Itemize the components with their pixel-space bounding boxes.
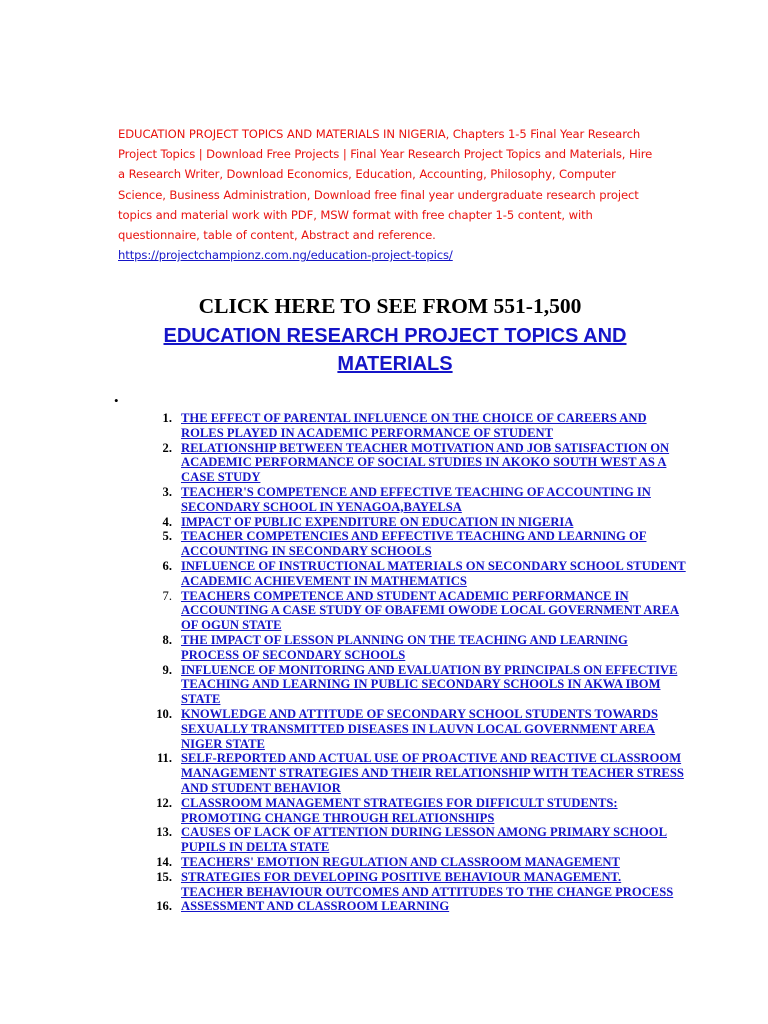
list-item — [0, 870, 686, 900]
topic-link[interactable]: THE IMPACT OF LESSON PLANNING ON THE TEACHING AND LEARNING PROCESS OF SECONDARY SCHOOLS — [181, 632, 628, 662]
click-here-heading[interactable]: CLICK HERE TO SEE FROM 551-1,500 — [198, 294, 582, 318]
list-item-number: 7. — [162, 588, 172, 603]
list-item — [0, 559, 686, 589]
list-item — [0, 796, 686, 826]
intro-link[interactable]: https://projectchampionz.com.ng/education-project-topics/ — [118, 248, 453, 263]
list-item-number: 9. — [162, 662, 172, 677]
topic-link[interactable]: TEACHER COMPETENCIES AND EFFECTIVE TEACHING AND LEARNING OF ACCOUNTING IN SECONDARY SCHOOLS — [181, 529, 647, 559]
list-item-number: 15. — [156, 869, 172, 884]
list-item — [0, 751, 686, 795]
topic-link[interactable]: TEACHERS COMPETENCE AND STUDENT ACADEMIC PERFORMANCE IN ACCOUNTING A CASE STUDY OF OBAFEMI OWODE LOCAL GOVERNMENT AREA OF OGUN STATE — [181, 588, 680, 633]
list-item — [0, 441, 686, 485]
topic-link[interactable]: SELF-REPORTED AND ACTUAL USE OF PROACTIVE AND REACTIVE CLASSROOM MANAGEMENT STRATEGIES AND THEIR RELATIONSHIP WITH TEACHER STRESS AND STUDENT BEHAVIOR — [181, 751, 684, 795]
list-item-number: 3. — [162, 484, 172, 499]
list-item-number: 11. — [156, 751, 172, 766]
intro-text: EDUCATION PROJECT TOPICS AND MATERIALS IN NIGERIA, Chapters 1-5 Final Year Research Project Topics | Download Free Projects | Final Year Research Project Topics and Materials, Hire a Research Writer, Download Economics, Education, Accounting, Philosophy, Computer Science, Business Administration, Download free final year undergraduate research project topics and material work with PDF, MSW format with free chapter 1-5 content, with questionnaire, table of content, Abstract and reference. — [118, 127, 653, 243]
list-item — [0, 663, 686, 707]
list-item-number: 14. — [156, 854, 172, 869]
list-item-number: 6. — [162, 558, 172, 573]
list-item-number: 12. — [156, 795, 172, 810]
list-item-number: 4. — [162, 514, 172, 529]
topic-link[interactable]: ASSESSMENT AND CLASSROOM LEARNING — [181, 899, 450, 914]
topic-link[interactable]: INFLUENCE OF MONITORING AND EVALUATION BY PRINCIPALS ON EFFECTIVE TEACHING AND LEARNING IN PUBLIC SECONDARY SCHOOLS IN AKWA IBOM STATE — [181, 662, 678, 707]
topic-link[interactable]: STRATEGIES FOR DEVELOPING POSITIVE BEHAVIOUR MANAGEMENT. TEACHER BEHAVIOUR OUTCOMES AND ATTITUDES TO THE CHANGE PROCESS — [181, 869, 674, 899]
list-item-number: 16. — [156, 899, 172, 914]
list-item — [0, 855, 686, 870]
topic-link[interactable]: IMPACT OF PUBLIC EXPENDITURE ON EDUCATION IN NIGERIA — [181, 514, 574, 529]
topic-link[interactable]: KNOWLEDGE AND ATTITUDE OF SECONDARY SCHOOL STUDENTS TOWARDS SEXUALLY TRANSMITTED DISEASES IN LAUVN LOCAL GOVERNMENT AREA NIGER STATE — [181, 706, 658, 751]
list-item — [0, 707, 686, 751]
topics-list — [0, 411, 686, 914]
list-item — [0, 899, 686, 914]
topic-link[interactable]: TEACHERS' EMOTION REGULATION AND CLASSROOM MANAGEMENT — [181, 854, 620, 869]
list-item — [0, 633, 686, 663]
topic-link[interactable]: THE EFFECT OF PARENTAL INFLUENCE ON THE CHOICE OF CAREERS AND ROLES PLAYED IN ACADEMIC PERFORMANCE OF STUDENT — [181, 411, 647, 440]
intro-paragraph — [118, 124, 658, 265]
list-bullet: • — [114, 393, 119, 408]
topic-link[interactable]: INFLUENCE OF INSTRUCTIONAL MATERIALS ON SECONDARY SCHOOL STUDENT ACADEMIC ACHIEVEMENT IN MATHEMATICS — [181, 558, 686, 588]
list-item-number: 2. — [162, 440, 172, 455]
list-item-number: 10. — [156, 706, 172, 721]
list-item — [0, 411, 686, 441]
list-item — [0, 825, 686, 855]
list-item — [0, 589, 686, 633]
topic-link[interactable]: TEACHER'S COMPETENCE AND EFFECTIVE TEACHING OF ACCOUNTING IN SECONDARY SCHOOL IN YENAGOA,BAYELSA — [181, 484, 651, 514]
topic-link[interactable]: CAUSES OF LACK OF ATTENTION DURING LESSON AMONG PRIMARY SCHOOL PUPILS IN DELTA STATE — [181, 825, 667, 855]
list-item-number: 1. — [162, 411, 172, 425]
list-item-number: 5. — [162, 529, 172, 544]
list-item — [0, 529, 686, 559]
topic-link[interactable]: CLASSROOM MANAGEMENT STRATEGIES FOR DIFFICULT STUDENTS: PROMOTING CHANGE THROUGH RELATIONSHIPS — [181, 795, 618, 825]
list-item — [0, 515, 686, 530]
list-item — [0, 485, 686, 515]
page-title[interactable]: EDUCATION RESEARCH PROJECT TOPICS AND MATERIALS — [163, 325, 627, 375]
topic-link[interactable]: RELATIONSHIP BETWEEN TEACHER MOTIVATION AND JOB SATISFACTION ON ACADEMIC PERFORMANCE OF SOCIAL STUDIES IN AKOKO SOUTH WEST AS A CASE STUDY — [181, 440, 670, 485]
list-item-number: 13. — [156, 825, 172, 840]
list-item-number: 8. — [162, 632, 172, 647]
